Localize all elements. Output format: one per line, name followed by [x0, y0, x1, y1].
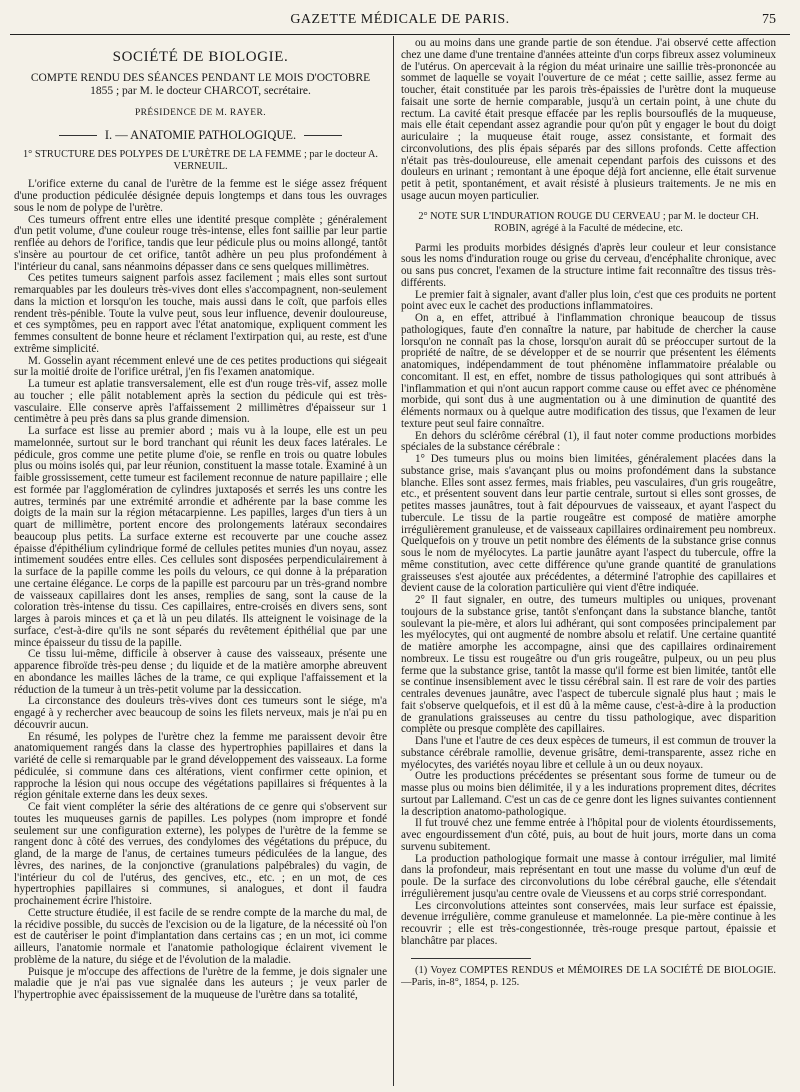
paragraph: On a, en effet, attribué à l'inflammation chronique beaucoup de tissus pathologiques, faute d'en connaître la nature, par habitude de chercher la cause lorsqu'on ne connaît pas la chose, lorsqu'on aurait dû se préoccuper surtout de la propriété de naître, de se développer et de se nourrir que présentent les éléments anatomiques, indépendamment de tout phénomène inflammatoire préalable ou concomitant. Il est, en effet, nombre de tissus pathologiques qui sont attribués à l'inflammation et qui n'ont aucun rapport comme cause ou effet avec ce phénomène morbide, qui sont dus à une augmentation ou à une diminution de quantité des éléments normaux ou à quelque autre modification des tissus, que l'examen de leur texture peut seul faire connaître.	[401, 312, 776, 430]
section-heading: I. — ANATOMIE PATHOLOGIQUE.	[14, 130, 387, 142]
paragraph: Ces tumeurs offrent entre elles une identité presque complète ; généralement d'un petit volume, d'une couleur rouge très-intense, elles font saillie par leur partie renflée au dehors de l'orifice, tandis que leur pédicule plus ou moins allongé, tantôt s'insère au pourtour de cet orifice, tantôt adhère un peu plus profondément à l'intérieur du canal, sans néanmoins dépasser dans ce sens quelques millimètres.	[14, 213, 387, 273]
paragraph: Ce tissu lui-même, difficile à observer à cause des vaisseaux, présente une apparence fibroïde très-peu dense ; du liquide et de la matière amorphe abreuvent en abondance les mailles lâches de la trame, ce qui explique l'affaissement et la réduction de la tumeur à un très-petit volume par la dessiccation.	[14, 648, 387, 696]
page-number: 75	[762, 12, 776, 27]
page-header	[10, 12, 790, 34]
footnote-rule	[411, 958, 531, 959]
paragraph: En dehors du sclérôme cérébral (1), il faut noter comme productions morbides spéciales de la substance cérébrale :	[401, 429, 776, 454]
paragraph: La circonstance des douleurs très-vives dont ces tumeurs sont le siége, m'a engagé à y rechercher avec beaucoup de soins les filets nerveux, mais je n'ai pu en découvrir aucun.	[14, 695, 387, 731]
paragraph: Dans l'une et l'autre de ces deux espèces de tumeurs, il est commun de trouver la substance cérébrale ramollie, devenue grisâtre, demi-transparente, assez riche en myélocytes, des variétés noyau libre et cellule à un ou deux noyaux.	[401, 735, 776, 771]
article-2-heading: 2° NOTE SUR L'INDURATION ROUGE DU CERVEAU ; par M. le docteur CH. ROBIN, agrégé à la Faculté de médecine, etc.	[418, 210, 759, 234]
column-divider	[393, 36, 394, 1086]
running-title: GAZETTE MÉDICALE DE PARIS.	[290, 12, 510, 27]
paragraph: Outre les productions précédentes se présentant sous forme de tumeur ou de masse plus ou moins bien délimitée, il y a les indurations proprement dites, décrites surtout par Lallemand. C'est un cas de ce genre dont les lignes suivantes contiennent la description anatomo-pathologique.	[401, 770, 776, 818]
header-rule	[10, 34, 790, 35]
presidence-line: PRÉSIDENCE DE M. RAYER.	[134, 107, 267, 118]
paragraph: Le premier fait à signaler, avant d'aller plus loin, c'est que ces produits ne portent point avec eux le cachet des productions inflammatoires.	[401, 288, 776, 313]
paragraph: Puisque je m'occupe des affections de l'urètre de la femme, je dois signaler une maladie que je n'ai pas vue signalée dans les auteurs ; je veux parler de l'hypertrophie avec épaississement de la muqueuse de l'urètre dans sa totalité,	[14, 965, 387, 1001]
article-1-continuation	[401, 38, 776, 203]
society-title: SOCIÉTÉ DE BIOLOGIE.	[112, 49, 289, 65]
left-column	[14, 38, 387, 1086]
article-1-heading: 1° STRUCTURE DES POLYPES DE L'URÈTRE DE LA FEMME ; par le docteur A. VERNEUIL.	[22, 149, 379, 173]
paragraph: ou au moins dans une grande partie de son étendue. J'ai observé cette affection chez une dame d'une trentaine d'années atteinte d'un corps fibreux assez volumineux de l'utérus. On apercevait à la région du méat urinaire une saillie très-prononcée au sommet de laquelle se voyait l'ouverture de ce méat ; cette saillie, assez ferme au toucher, était constituée par les parois très-épaissies de l'urètre dont la muqueuse faisait une sorte de hernie comparable, jusqu'à un certain point, à une chute du rectum. La cavité était presque effacée par les replis boursouflés de la muqueuse, mais elle était cependant assez agrandie pour qu'on pût y engager le bout du doigt auriculaire ; la muqueuse était rouge, assez consistante, et formait des circonvolutions, des plis épais séparés par des sillons profonds. Cette affection n'était pas très-douloureuse, elle amenait cependant parfois des cuissons et des douleurs en urinant ; remontant à une époque déjà fort ancienne, elle était survenue petit à petit, spontanément, et avait résisté à plusieurs traitements. Je ne mis en usage aucun moyen particulier.	[401, 38, 776, 202]
article-2-body	[401, 243, 776, 948]
paragraph: Ces petites tumeurs saignent parfois assez facilement ; mais elles sont surtout remarquables par les douleurs très-vives dont elles s'accompagnent, non-seulement dans la miction et lorsqu'on les touche, mais aussi dans le coït, que parfois elles rendent très-pénible. Toute la vulve peut, sous leur influence, devenir douloureuse, et ces symptômes, peu en rapport avec l'état anatomique, expliquent comment les femmes consultent de bonne heure et réclament l'extirpation qui, au reste, est d'une extrême simplicité.	[14, 272, 387, 355]
paragraph: Cette structure étudiée, il est facile de se rendre compte de la marche du mal, de la récidive possible, du succès de l'excision ou de la ligature, de la nécessité où l'on est de cautériser le point d'implantation dans certains cas ; en un mot, ici comme ailleurs, l'anatomie normale et l'anatomie pathologique éclairent vivement le problème de la nature, du siége et de l'évolution de la maladie.	[14, 906, 387, 966]
paragraph: La tumeur est aplatie transversalement, elle est d'un rouge très-vif, assez molle au toucher ; elle pâlit notablement après la section du pédicule qui est très-vasculaire. Elle conserve après l'affaissement 2 millimètres d'épaisseur sur 1 centimètre à peu près dans sa plus grande dimension.	[14, 378, 387, 426]
article-1-body	[14, 179, 387, 1002]
report-intro: COMPTE RENDU DES SÉANCES PENDANT LE MOIS D'OCTOBRE 1855 ; par M. le docteur CHARCOT, secrétaire.	[30, 71, 371, 97]
footnote: (1) Voyez COMPTES RENDUS et MÉMOIRES DE LA SOCIÉTÉ DE BIOLOGIE.—Paris, in-8°, 1854, p. 125.	[401, 964, 776, 988]
paragraph: Parmi les produits morbides désignés d'après leur couleur et leur consistance sous les noms d'induration rouge ou grise du cerveau, d'encéphalite chronique, avec ou sans pus concret, l'examen de la structure intime fait reconnaître des tissus très-différents.	[401, 241, 776, 289]
paragraph: La surface est lisse au premier abord ; mais vu à la loupe, elle est un peu mamelonnée, surtout sur le bord tranchant qui réunit les deux faces latérales. Le pédicule, gros comme une petite plume d'oie, se renfle en trois ou quatre lobules plus ou moins isolés qui, par leur réunion, constituent la masse totale. Examiné à un faible grossissement, cette tumeur est facilement reconnue de nature papillaire ; elle est formée par l'agglomération de cylindres juxtaposés et serrés les uns contre les autres, terminés par une extrémité arrondie et adhérente par la base comme les doigts de la main sur la région métacarpienne. Les papilles, larges d'un tiers à un quart de millimètre, portent encore des prolongements latéraux secondaires beaucoup plus petits. La surface externe est recouverte par une couche assez épaisse d'épithélium cylindrique formé de cellules petites munies d'un noyau, assez intimement soudées entre elles. Ces cellules sont disposées perpendiculairement à la surface de la papille comme les poils du velours, ce qui donne à la préparation une certaine élégance. Le corps de la papille est parcouru par un très-grand nombre de vaisseaux capillaires dont les anses, remplies de sang, sont la cause de la coloration très-intense du tissu. Ces capillaires, entre-croisés en divers sens, sont larges à parois minces et ça et là un peu dilatés. Ils atteignent le voisinage de la surface, c'est-à-dire qu'ils ne sont séparés du revêtement épithélial que par une mince épaisseur du tissu de la papille.	[14, 425, 387, 649]
paragraph: Ce fait vient compléter la série des altérations de ce genre qui s'observent sur toutes les muqueuses garnis de papilles. Les polypes (nom impropre et fondé seulement sur une configuration externe), les polypes de l'urètre de la femme se rangent donc à côté des verrues, des condylomes des végétations du prépuce, du gland, de la marge de l'anus, de certaines tumeurs pédiculées de la langue, des lèvres, des narines, de la conjonctive (granulations palpébrales) du vagin, de l'intérieur du col de l'utérus, des gencives, etc., etc. ; en un mot, de ces hypertrophies papillaires si communes, si analogues, et dont il faudra prochainement écrire l'histoire.	[14, 801, 387, 907]
right-column	[401, 38, 776, 1086]
paragraph: Les circonvolutions atteintes sont conservées, mais leur surface est épaissie, devenue irrégulière, comme granuleuse et mamelonnée. La pie-mère continue à les recouvrir ; elle est très-congestionnée, très-rouge presque partout, épaissie et blanchâtre par places.	[401, 899, 776, 947]
paragraph: 2° Il faut signaler, en outre, des tumeurs multiples ou uniques, provenant toujours de la substance grise, tantôt s'enfonçant dans la substance blanche, tantôt soulevant la pie-mère, et alors lui adhérant, qui sont composées principalement par les myélocytes, qui ont augmenté de nombre absolu et relatif. Une certaine quantité de matière amorphe les accompagne, ainsi que des capillaires ordinairement nombreux. Le tissu est rougeâtre ou d'un gris rougeâtre, pulpeux, ou un peu plus ferme que la substance grise, tantôt la masse qu'il forme est bien limitée, tantôt elle se continue insensiblement avec le tissu cérébral sain. Il est rare de voir des parties centrales devenues jaunâtre, avec l'aspect de tubercule signalé plus haut ; mais le fait s'observe quelquefois, et il est dû à la même cause, c'est-à-dire à la production de granulations graisseuses au centre du tissu pathologique, avec disparition complète ou presque complète des capillaires.	[401, 594, 776, 736]
paragraph: L'orifice externe du canal de l'urètre de la femme est le siége assez fréquent d'une production pédiculée désignée depuis longtemps et dans tous les ouvrages sous le nom de polype de l'urètre.	[14, 178, 387, 214]
paragraph: M. Gosselin ayant récemment enlevé une de ces petites productions qui siégeait sur la moitié droite de l'orifice urétral, j'en fis l'examen anatomique.	[14, 354, 387, 379]
paragraph: En résumé, les polypes de l'urètre chez la femme me paraissent devoir être anatomiquement rangés dans la classe des hypertrophies papillaires et dans la variété de celle si remarquable par le grand développement des vaisseaux. La forme pédiculée, si commune dans ces altérations, vient confirmer cette opinion, et rapproche la lésion qui nous occupe des végétations papillaires si fréquentes à la région génitale externe dans les deux sexes.	[14, 730, 387, 802]
paragraph: 1° Des tumeurs plus ou moins bien limitées, généralement placées dans la substance grise, mais s'avançant plus ou moins profondément dans la substance blanche. Elles sont assez fermes, mais friables, peu vasculaires, d'un gris rougeâtre, etc., et présentent souvent dans leur partie centrale, surtout si elles sont grosses, de petites masses jaunâtres, tout à fait dépourvues de vaisseaux, et ayant l'aspect du tubercule. Le tissu de la partie rougeâtre est composé de matière amorphe irrégulièrement granuleuse, et de vaisseaux capillaires ordinairement peu nombreux. Quelquefois on y trouve un petit nombre des éléments de la substance grise connus sous le nom de myélocytes. La partie jaunâtre ayant l'aspect du tubercule, offre la même constitution, avec cette différence qu'une grande quantité de granulations graisseuses s'est ajoutée aux précédentes, a déterminé l'atrophie des capillaires et devient cause de la coloration particulière qui vient d'être indiquée.	[401, 453, 776, 595]
paragraph: Il fut trouvé chez une femme entrée à l'hôpital pour de violents étourdissements, avec engourdissement d'un côté, puis, au bout de huit jours, morte dans un coma survenu subitement.	[401, 817, 776, 853]
paragraph: La production pathologique formait une masse à contour irrégulier, mal limité dans la profondeur, mais représentant en tout une masse du volume d'un œuf de poule. De la surface des circonvolutions du lobe cérébral gauche, elle s'étendait irrégulièrement jusqu'au centre ovale de Vieussens et au corps strié correspondant.	[401, 852, 776, 900]
